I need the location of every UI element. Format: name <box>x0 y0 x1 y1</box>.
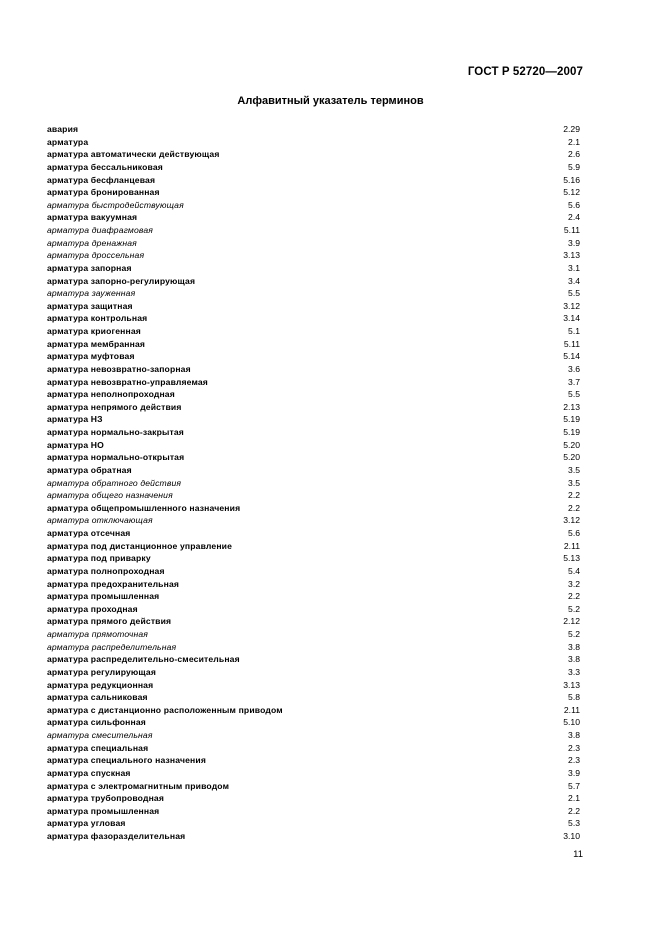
index-term: арматура отключающая <box>47 515 153 526</box>
index-term: арматура предохранительная <box>47 578 180 589</box>
index-term: арматура неполнопроходная <box>47 389 175 400</box>
index-reference: 5.14 <box>563 351 580 362</box>
index-term: арматура редукционная <box>47 679 154 690</box>
index-entry <box>47 287 580 300</box>
index-term: арматура автоматически действующая <box>47 149 220 160</box>
index-entry <box>47 148 580 161</box>
index-term: арматура отсечная <box>47 528 131 538</box>
index-entry <box>47 325 580 338</box>
index-term: арматура сальниковая <box>47 692 148 703</box>
index-reference: 2.29 <box>563 124 580 134</box>
index-reference: 2.12 <box>563 616 580 627</box>
index-term: арматура защитная <box>47 300 133 311</box>
index-reference: 2.11 <box>563 704 580 715</box>
index-entry <box>47 527 580 540</box>
index-term: арматура прямоточная <box>47 629 149 639</box>
index-reference: 5.12 <box>563 187 580 198</box>
index-reference: 3.12 <box>563 300 580 311</box>
index-reference: 2.3 <box>568 742 580 753</box>
index-entry <box>47 780 580 793</box>
index-reference: 3.1 <box>568 262 580 273</box>
index-entry <box>47 413 580 426</box>
index-term: арматура обратная <box>47 464 132 475</box>
index-reference: 2.2 <box>568 805 580 816</box>
index-reference: 2.11 <box>563 540 580 551</box>
index-entry <box>47 363 580 376</box>
index-term: арматура обратного действия <box>47 477 182 488</box>
index-term: авария <box>47 124 79 134</box>
index-reference: 5.7 <box>568 780 580 791</box>
index-reference: 5.3 <box>568 818 580 829</box>
index-term: арматура зауженная <box>47 288 136 299</box>
index-reference: 5.5 <box>568 389 580 400</box>
index-entry <box>47 767 580 780</box>
index-reference: 3.9 <box>568 237 580 248</box>
index-entry <box>47 136 580 149</box>
index-entry <box>47 666 580 679</box>
index-entry <box>47 224 580 237</box>
index-entry <box>47 388 580 401</box>
index-reference: 3.5 <box>568 464 580 475</box>
index-term: арматура прямого действия <box>47 616 172 627</box>
index-entry <box>47 350 580 363</box>
index-term: арматура общепромышленного назначения <box>47 502 241 513</box>
index-entry <box>47 312 580 325</box>
index-reference: 5.9 <box>568 161 580 172</box>
index-entry <box>47 565 580 578</box>
index-reference: 3.7 <box>568 376 580 387</box>
index-term: арматура диафрагмовая <box>47 225 154 235</box>
index-reference: 2.6 <box>568 149 580 160</box>
index-term: арматура нормально-открытая <box>47 452 185 463</box>
index-reference: 3.14 <box>563 313 580 324</box>
document-code: ГОСТ Р 52720—2007 <box>467 66 583 78</box>
index-term: арматура бронированная <box>47 187 160 198</box>
index-term: арматура распределительно-смесительная <box>47 654 240 665</box>
index-entry <box>47 174 580 187</box>
index-entry <box>47 578 580 591</box>
index-term: арматура вакуумная <box>47 212 138 223</box>
index-term: арматура под дистанционное управление <box>47 540 233 551</box>
index-term: арматура специального назначения <box>47 755 206 766</box>
index-reference: 2.1 <box>568 793 580 804</box>
index-entry <box>47 628 580 641</box>
index-term: арматура быстродействующая <box>47 199 184 210</box>
index-reference: 3.6 <box>568 363 580 374</box>
index-entry <box>47 830 580 843</box>
index-term: арматура промышленная <box>47 805 160 816</box>
index-entry <box>47 477 580 490</box>
index-reference: 5.11 <box>563 225 580 235</box>
index-term: арматура муфтовая <box>47 351 135 362</box>
index-term: арматура трубопроводная <box>47 793 165 804</box>
index-reference: 5.20 <box>563 439 580 450</box>
index-term: арматура дренажная <box>47 237 137 248</box>
index-entry <box>47 451 580 464</box>
index-entry <box>47 199 580 212</box>
index-reference: 3.13 <box>563 250 580 261</box>
index-term: арматура дроссельная <box>47 250 145 261</box>
index-reference: 2.13 <box>563 401 580 412</box>
index-reference: 2.4 <box>568 212 580 223</box>
index-reference: 3.3 <box>568 666 580 677</box>
index-entry <box>47 729 580 742</box>
index-reference: 3.4 <box>568 275 580 286</box>
index-term: арматура общего назначения <box>47 490 173 501</box>
index-reference: 3.12 <box>563 515 580 526</box>
index-reference: 3.5 <box>568 477 580 488</box>
index-entry <box>47 552 580 565</box>
index-entry <box>47 123 580 136</box>
index-entry <box>47 742 580 755</box>
index-term: арматура проходная <box>47 603 138 614</box>
index-term: арматура запорная <box>47 262 132 273</box>
page-number: 11 <box>573 849 583 860</box>
index-entry <box>47 237 580 250</box>
index-reference: 3.10 <box>563 831 580 841</box>
index-reference: 5.13 <box>563 553 580 564</box>
index-entry <box>47 641 580 654</box>
index-entry <box>47 300 580 313</box>
index-entry <box>47 376 580 389</box>
index-reference: 3.2 <box>568 578 580 589</box>
index-entry <box>47 161 580 174</box>
index-reference: 5.5 <box>568 288 580 299</box>
index-entry <box>47 704 580 717</box>
index-reference: 5.10 <box>563 717 580 728</box>
index-term: арматура контрольная <box>47 313 148 324</box>
index-entry <box>47 502 580 515</box>
index-term: арматура невозвратно-запорная <box>47 363 191 374</box>
index-reference: 2.2 <box>568 502 580 513</box>
index-entry <box>47 514 580 527</box>
index-reference: 5.4 <box>568 565 580 576</box>
index-entry <box>47 754 580 767</box>
index-reference: 3.13 <box>563 679 580 690</box>
index-term: арматура смесительная <box>47 730 153 740</box>
index-reference: 2.2 <box>568 591 580 602</box>
index-entry <box>47 540 580 553</box>
index-reference: 3.8 <box>568 730 580 740</box>
index-entry <box>47 716 580 729</box>
index-term: арматура НЗ <box>47 414 103 425</box>
index-entry <box>47 249 580 262</box>
index-reference: 5.19 <box>563 427 580 437</box>
index-entry <box>47 186 580 199</box>
term-index-list <box>47 123 580 843</box>
index-term: арматура спускная <box>47 767 131 778</box>
index-entry <box>47 805 580 818</box>
index-reference: 5.1 <box>568 326 580 336</box>
index-entry <box>47 211 580 224</box>
index-term: арматура угловая <box>47 818 126 829</box>
index-entry <box>47 489 580 502</box>
index-entry <box>47 691 580 704</box>
index-reference: 5.11 <box>563 338 580 349</box>
index-entry <box>47 653 580 666</box>
index-reference: 3.8 <box>568 654 580 665</box>
index-reference: 2.1 <box>568 136 580 147</box>
index-term: арматура бесфланцевая <box>47 174 156 185</box>
index-entry <box>47 262 580 275</box>
index-entry <box>47 401 580 414</box>
index-term: арматура регулирующая <box>47 666 157 677</box>
index-reference: 5.19 <box>563 414 580 425</box>
index-term: арматура криогенная <box>47 326 141 336</box>
index-term: арматура фазоразделительная <box>47 831 186 841</box>
index-term: арматура нормально-закрытая <box>47 427 184 437</box>
index-entry <box>47 792 580 805</box>
index-entry <box>47 464 580 477</box>
index-reference: 5.2 <box>568 603 580 614</box>
index-reference: 5.2 <box>568 629 580 639</box>
index-term: арматура <box>47 136 89 147</box>
index-term: арматура мембранная <box>47 338 146 349</box>
index-term: арматура непрямого действия <box>47 401 182 412</box>
index-term: арматура под приварку <box>47 553 151 564</box>
index-entry <box>47 338 580 351</box>
index-reference: 3.8 <box>568 641 580 652</box>
index-reference: 5.16 <box>563 174 580 185</box>
index-reference: 5.6 <box>568 199 580 210</box>
index-term: арматура запорно-регулирующая <box>47 275 196 286</box>
index-entry <box>47 590 580 603</box>
index-entry <box>47 275 580 288</box>
index-entry <box>47 426 580 439</box>
index-reference: 2.3 <box>568 755 580 766</box>
index-entry <box>47 615 580 628</box>
index-entry <box>47 439 580 452</box>
index-entry <box>47 679 580 692</box>
index-reference: 3.9 <box>568 767 580 778</box>
index-reference: 2.2 <box>568 490 580 501</box>
index-entry <box>47 603 580 616</box>
index-term: арматура промышленная <box>47 591 160 602</box>
index-reference: 5.8 <box>568 692 580 703</box>
index-term: арматура сильфонная <box>47 717 146 728</box>
index-term: арматура специальная <box>47 742 149 753</box>
index-term: арматура с электромагнитным приводом <box>47 780 230 791</box>
index-reference: 5.6 <box>568 528 580 538</box>
index-term: арматура распределительная <box>47 641 177 652</box>
index-term: арматура бессальниковая <box>47 161 163 172</box>
index-reference: 5.20 <box>563 452 580 463</box>
index-term: арматура невозвратно-управляемая <box>47 376 208 387</box>
index-term: арматура НО <box>47 439 104 450</box>
index-entry <box>47 817 580 830</box>
index-term: арматура полнопроходная <box>47 565 165 576</box>
index-title: Алфавитный указатель терминов <box>237 95 424 107</box>
index-term: арматура с дистанционно расположенным приводом <box>47 704 283 715</box>
